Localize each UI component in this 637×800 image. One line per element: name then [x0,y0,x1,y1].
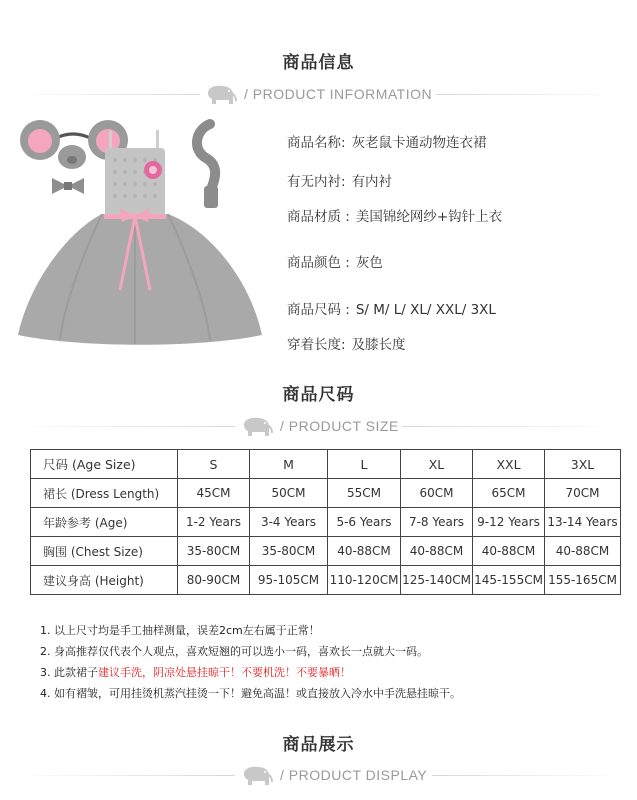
table-cell: 35-80CM [250,537,328,566]
table-cell: 40-88CM [473,537,545,566]
table-row [31,479,621,508]
table-cell: 80-90CM [178,566,250,595]
info-subtitle: / PRODUCT INFORMATION [244,86,433,102]
note-2: 2. 身高推荐仅代表个人观点，喜欢短翘的可以选小一码，喜欢长一点就大一码。 [40,645,428,658]
table-cell: 7-8 Years [401,508,473,537]
info-row-length [287,333,406,353]
table-cell: 65CM [473,479,545,508]
table-cell: 5-6 Years [328,508,401,537]
divider-right [436,94,626,95]
divider-left [10,775,235,776]
table-cell: 95-105CM [250,566,328,595]
elephant-icon [240,416,276,438]
product-image [10,110,272,360]
table-cell: 1-2 Years [178,508,250,537]
bow-tie [52,178,84,194]
table-cell: 40-88CM [545,537,621,566]
info-value: 及膝长度 [351,337,406,353]
note-4: 4. 如有褶皱，可用挂烫机蒸汽挂烫一下！避免高温！或直接放入冷水中手洗悬挂晾干。 [40,687,461,700]
info-row-lining [287,170,392,190]
table-cell: 40-88CM [328,537,401,566]
info-row-sizes [287,298,496,318]
table-cell: 110-120CM [328,566,401,595]
table-cell: 13-14 Years [545,508,621,537]
table-cell: 60CM [401,479,473,508]
elephant-icon [240,765,276,787]
info-subheader [0,84,637,106]
divider-right [402,426,627,427]
info-row-name [287,131,487,151]
table-cell: 50CM [250,479,328,508]
note-1: 1. 以上尺寸均是手工抽样测量，误差2cm左右属于正常！ [40,624,320,637]
info-value: 灰老鼠卡通动物连衣裙 [351,135,487,151]
info-row-color [287,251,383,271]
divider-left [10,426,235,427]
size-cell: L [328,450,401,479]
size-table [30,449,621,595]
table-cell: 35-80CM [178,537,250,566]
size-cell: 3XL [545,450,621,479]
info-row-material [287,205,502,225]
size-cell: XXL [473,450,545,479]
info-value: S/ M/ L/ XL/ XXL/ 3XL [355,302,496,318]
row-label: 年龄参考 (Age) [31,508,178,537]
info-label: 商品尺码 : [287,302,350,318]
size-cell: M [250,450,328,479]
table-row [31,537,621,566]
table-cell: 125-140CM [401,566,473,595]
info-label: 穿着长度: [287,337,346,353]
info-label: 商品颜色 : [287,255,350,271]
info-label: 商品名称: [287,135,346,151]
table-cell: 145-155CM [473,566,545,595]
table-cell: 45CM [178,479,250,508]
care-notes [40,620,461,704]
size-cell: S [178,450,250,479]
display-section-title: 商品展示 [282,735,355,755]
table-row [31,450,621,479]
size-section-title: 商品尺码 [282,385,355,405]
row-label: 胸围 (Chest Size) [31,537,178,566]
row-label: 建议身高 (Height) [31,566,178,595]
table-cell: 3-4 Years [250,508,328,537]
info-value: 灰色 [355,255,383,271]
info-label: 有无内衬: [287,174,346,190]
table-cell: 40-88CM [401,537,473,566]
mouse-tail [197,124,215,192]
note-3 [40,662,461,683]
display-subheader [0,765,637,787]
info-value: 美国锦纶网纱+钩针上衣 [355,209,503,225]
table-cell: 55CM [328,479,401,508]
table-header-cell: 尺码 (Age Size) [31,450,178,479]
table-row [31,566,621,595]
table-cell: 9-12 Years [473,508,545,537]
row-label: 裙长 (Dress Length) [31,479,178,508]
size-subheader [0,416,637,438]
size-cell: XL [401,450,473,479]
table-cell: 155-165CM [545,566,621,595]
info-section-title: 商品信息 [282,53,355,73]
note-3-prefix: 3. 此款裙子 [40,666,98,679]
note-3-warning: 建议手洗，阴凉处悬挂晾干！不要机洗！不要暴晒！ [98,666,351,679]
elephant-icon [204,84,240,106]
display-subtitle: / PRODUCT DISPLAY [280,767,428,783]
divider-right [432,775,627,776]
table-row [31,508,621,537]
table-cell: 70CM [545,479,621,508]
size-subtitle: / PRODUCT SIZE [280,418,399,434]
info-label: 商品材质 : [287,209,350,225]
divider-left [10,94,200,95]
info-value: 有内衬 [351,174,393,190]
